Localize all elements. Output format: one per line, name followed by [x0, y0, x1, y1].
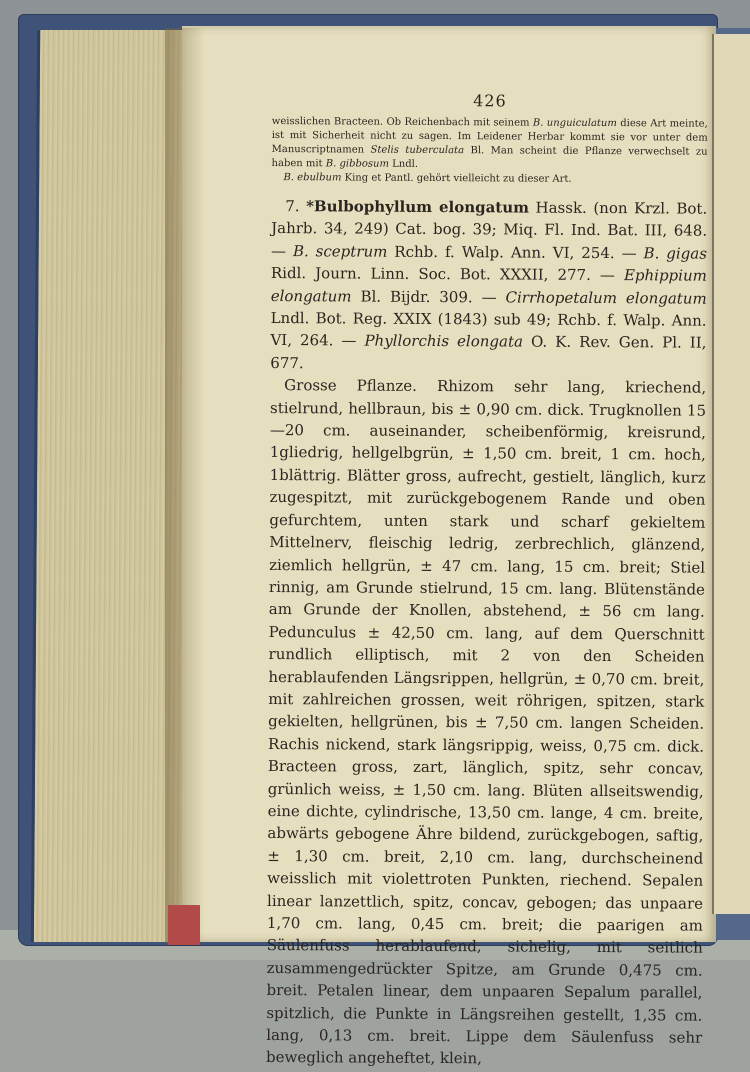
description-paragraph: Grosse Pflanze. Rhizom sehr lang, kriechend, stielrund, hellbraun, bis ± 0,90 cm. dick. Trugknollen 15—20 cm. auseinander, scheibenförmig, kreisrund, 1gliedrig, hellgelbgrün, ± 1,50 cm. breit, 1 cm. hoch, 1blättrig. Blätter gross, aufrecht, gestielt, länglich, kurz zugespitzt, mit zurückgebogenem Rande und oben gefurchtem, unten stark und scharf gekieltem Mittelnerv, fleischig ledrig, zerbrechlich, glänzend, ziemlich hellgrün, ± 47 cm. lang, 15 cm. breit; Stiel rinnig, am Grunde stielrund, 15 cm. lang. Blütenstände am Grunde der Knollen, abstehend, ± 56 cm lang. Pedunculus ± 42,50 cm. lang, auf dem Querschnitt rundlich elliptisch, mit 2 von den Scheiden herablaufenden Längsrippen, hellgrün, ± 0,70 cm. breit, mit zahlreichen grossen, weit röhrigen, spitzen, stark gekielten, hellgrünen, bis ± 7,50 cm. langen Scheiden. Rachis nickend, stark längsrippig, weiss, 0,75 cm. dick. Bracteen gross, zart, länglich, spitz, sehr concav, grünlich weiss, ± 1,50 cm. lang. Blüten allseitswendig, eine dichte, cylindrische, 13,50 cm. lange, 4 cm. breite, abwärts gebogene Ähre bildend, zurückgebogen, saftig, ± 1,30 cm. breit, 2,10 cm. lang, durchscheinend weisslich mit violettroten Punkten, riechend. Sepalen linear lanzettlich, spitz, concav, gebogen; das unpaare 1,70 cm. lang, 0,45 cm. breit; die paarigen am Säulenfuss herablaufend, sichelig, mit seitlich zusammengedrückter Spitze, am Grunde 0,475 cm. breit. Petalen linear, dem unpaaren Sepalum parallel, spitzlich, die Punkte in Längsreihen gestellt, 1,35 cm. lang, 0,13 cm. breit. Lippe dem Säulenfuss sehr beweglich angeheftet, klein,: [266, 376, 707, 1068]
synonym: B. gigas: [643, 244, 708, 263]
synonym: Phyllorchis elongata: [364, 332, 524, 351]
intro-paragraph: weisslichen Bracteen. Ob Reichenbach mit seinem B. unguiculatum diese Art meinte, ist mit Sicherheit nicht zu sagen. Im Leidener Herbar kommt sie vor unter dem Manuscriptnamen Stelis tuberculata Bl. Man scheint die Pflanze verwechselt zu haben mit B. gibbosum Lndl.: [271, 115, 708, 170]
synonym-ref: Rchb. f. Walp. Ann. VI, 254. —: [394, 242, 637, 263]
note-paragraph: B. ebulbum King et Pantl. gehört vielleicht zu dieser Art.: [283, 172, 572, 185]
synonym: Ephippium elongatum: [270, 266, 707, 306]
species-entry: [270, 195, 707, 377]
synonym-ref: O. K. Rev. Gen. Pl. II, 677.: [270, 333, 707, 373]
bookmark-ribbon: [168, 905, 200, 945]
species-name: *Bulbophyllum elongatum: [306, 197, 530, 217]
species-author: Hassk. (non Krzl. Bot. Jahrb. 34, 249) Cat. bog. 39; Miq. Fl. Ind. Bat. III, 648. —: [270, 198, 708, 260]
synonym-ref: Lndl. Bot. Reg. XXIX (1843) sub 49; Rchb. f. Walp. Ann. VI, 264. —: [270, 309, 707, 350]
synonym: B. sceptrum: [292, 241, 388, 261]
synonym-ref: Ridl. Journ. Linn. Soc. Bot. XXXII, 277. —: [270, 264, 615, 285]
entry-number: 7.: [285, 197, 300, 216]
page-content: [266, 90, 708, 1071]
next-page-edge: [712, 34, 750, 914]
synonym-ref: Bl. Bijdr. 309. —: [360, 287, 497, 307]
spine-shadow: [165, 28, 205, 943]
page-number: 426: [473, 91, 507, 111]
synonym: Cirrhopetalum elongatum: [505, 288, 707, 308]
